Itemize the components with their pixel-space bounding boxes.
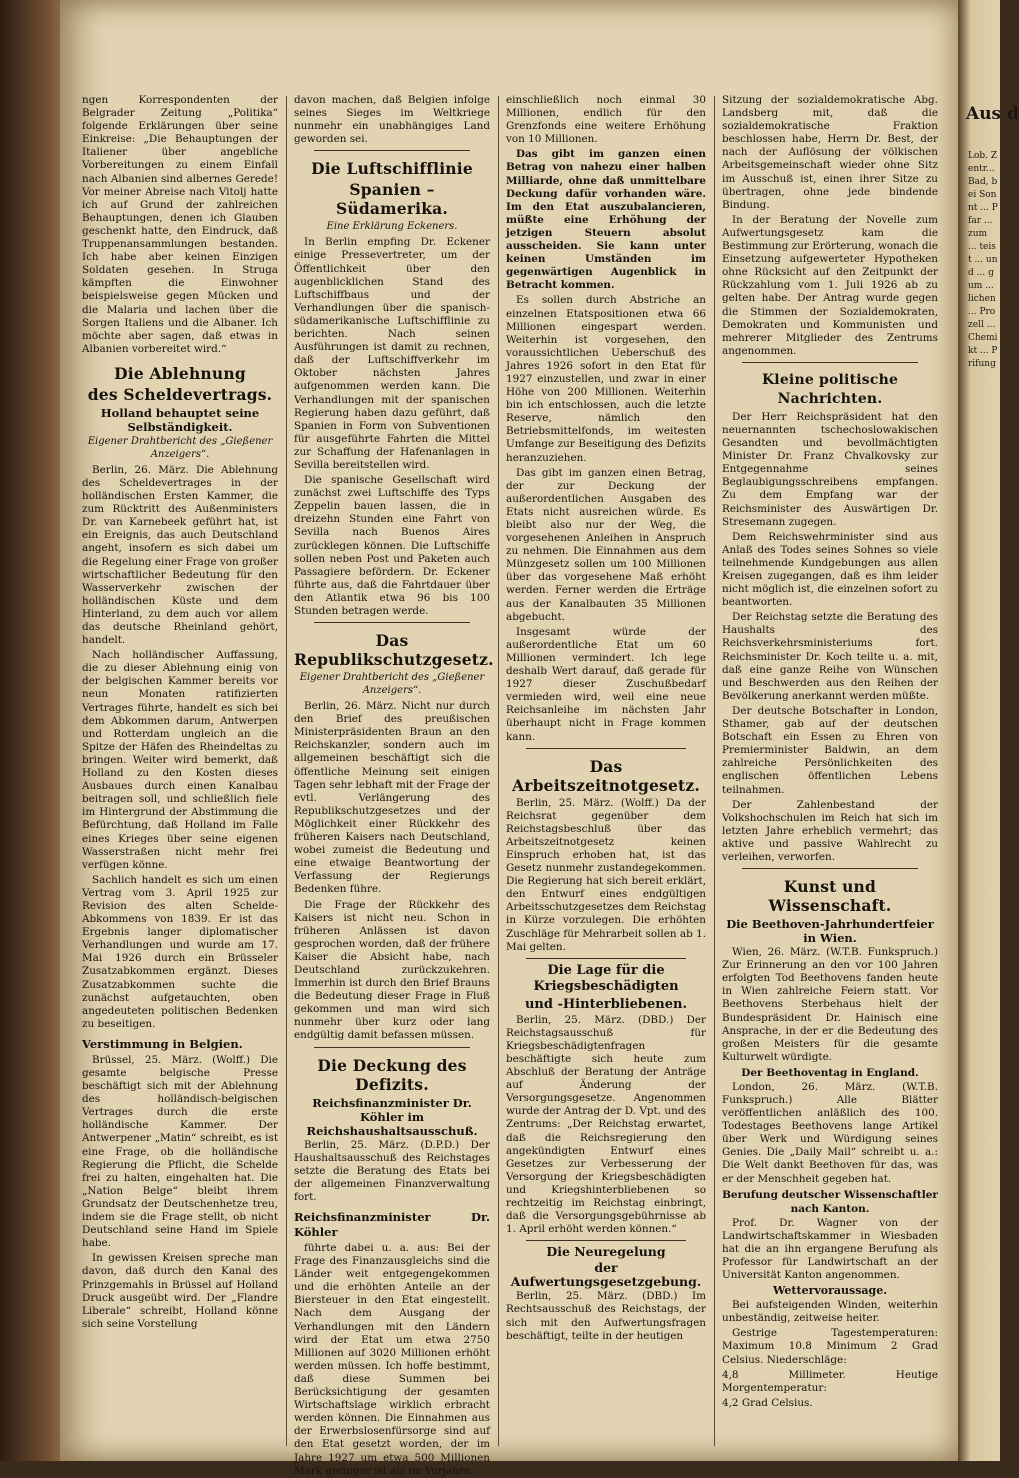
- article-text: In gewissen Kreisen spreche man davon, daß durch den Kanal des Prinzgemahls in Brüssel auf Holland Druck ausgeübt wird. Der „Flandre Liberale“ schreibt, Holland könne sich seine Vorstellung: [82, 1252, 278, 1330]
- article-text: Der Herr Reichspräsident hat den neuernannten tschechoslowakischen Gesandten und bevollmächtigten Minister Dr. Franz Chvalkovsky zur Entgegennahme seines Beglaubigungsschreibens empfangen. Zu dem Empfang war der Reichsminister des Auswärtigen Dr. Stresemann zugegen.: [722, 410, 938, 528]
- article-text-bold: Das gibt im ganzen einen Betrag von nahezu einer halben Milliarde, ohne daß unmittelbare Deckung dafür vorhanden wäre. Im den Etat auszubalancieren, müßte eine Erhöhung der jetzigen Steuern absolut ausscheiden. Sie kann unter keinen Umständen im gegenwärtigen Augenblick in Betracht kommen.: [506, 148, 706, 292]
- headline: der Aufwertungsgesetzgebung.: [510, 1260, 702, 1290]
- column-rule: [498, 96, 499, 1446]
- adjacent-page-heading: Aus d: [966, 104, 1019, 124]
- headline: Die Luftschifflinie: [311, 159, 473, 179]
- weather-line: 4,8 Millimeter. Heutige Morgentemperatur:: [722, 1368, 938, 1394]
- article-text: Die spanische Gesellschaft wird zunächst zwei Luftschiffe des Typs Zeppelin bauen lassen, die in dreizehn Stunden eine Fahrt von Sevilla nach Buenos Aires zurücklegen können. Die Luftschiffe sollen neben Post und Paketen auch Passagiere befördern. Dr. Eckener führte aus, daß die Fahrtdauer über den Atlantik etwa 96 bis 100 Stunden betragen werde.: [294, 474, 490, 617]
- column-rule: [714, 96, 715, 1446]
- article-text: einschließlich noch einmal 30 Millionen, endlich für den Grenzfonds eine weitere Erhöhung von 10 Millionen.: [506, 94, 706, 146]
- divider: [742, 868, 918, 869]
- article-text: Wien, 26. März. (W.T.B. Funkspruch.) Zur Erinnerung an den vor 100 Jahren erfolgten Tod Beethovens fanden heute in Wien zahlreiche Feiern statt. Vor Beethovens Sterbehaus hielt der Bundespräsident Dr. Hainisch eine Ansprache, in der er die Bedeutung des großen Meisters für die gesamte Kulturwelt würdigte.: [722, 946, 938, 1063]
- headline: Die Ablehnung: [114, 363, 246, 383]
- newspaper-page: [60, 0, 960, 1477]
- article-text: Die Frage der Rückkehr des Kaisers ist nicht neu. Schon in früheren Anlässen ist davon gesprochen worden, daß der frühere Kaiser die Absicht habe, nach Deutschland zurückzukehren. Immerhin ist durch den Brief Brauns die Bedeutung dieser Frage in Fluß gekommen und man wird sich nunmehr über kurz oder lang endgültig damit befassen müssen.: [294, 898, 490, 1042]
- column-3: [506, 94, 706, 1444]
- article-text: Das gibt im ganzen einen Betrag, der zur Deckung der außerordentlichen Ausgaben des Etats nicht ausreichen würde. Es bleibt also nur der Weg, die vorgesehenen Anleihen in Anspruch zu nehmen. Die Einnahmen aus dem Münzgesetz sollen um 100 Millionen über das vorgesehene Maß erhöht werden. Ferner werden die Erträge aus der Kanalbauten 35 Millionen abgebucht.: [506, 466, 706, 623]
- article-text: Berlin, 25. März. (Wolff.) Da der Reichsrat gegenüber dem Reichstagsbeschluß über das Arbeitszeitnotgesetz keinen Einspruch erhoben hat, ist das Gesetz nunmehr zustandegekommen. Die Regierung hat sich bereit erklärt, den Entwurf eines endgültigen Arbeitsschutzgesetzes dem Reichstag in Kürze vorzulegen. Die erhöhten Zuschläge für Mehrarbeit sollen ab 1. Mai gelten.: [506, 796, 706, 953]
- subheadline: Reichsfinanzminister Dr. Köhler im Reichshaushaltsausschuß.: [306, 1095, 478, 1138]
- article-text: Der Zahlenbestand der Volkshochschulen im Reich hat sich im letzten Jahre erheblich vermehrt; das aktive und passive Wahlrecht zu verleihen, verworfen.: [722, 798, 938, 863]
- headline: Kunst und Wissenschaft.: [768, 877, 892, 916]
- article-text: In der Beratung der Novelle zum Aufwertungsgesetz kam die Bestimmung zur Erörterung, wonach die Einsetzung aufgewerteter Hypotheken ohne Rücksicht auf den Zeitpunkt der Rückzahlung vom 1. Juli 1926 ab zu gelten habe. Der Antrag wurde gegen die Stimmen der Sozialdemokraten, Demokraten und Kommunisten und mehrerer Mitglieder des Zentrums angenommen.: [722, 213, 938, 357]
- book-binding: [0, 0, 62, 1461]
- headline: Die Neuregelung: [546, 1244, 666, 1260]
- divider: [314, 150, 470, 151]
- headline: Spanien – Südamerika.: [335, 180, 449, 219]
- column-1: [82, 94, 278, 1444]
- article-text: Bei aufsteigenden Winden, weiterhin unbeständig, zeitweise heiter.: [722, 1299, 938, 1325]
- subheadline: Berufung deutscher Wissenschaftler nach Kanton.: [722, 1188, 938, 1215]
- headline: des Scheldevertrags.: [87, 384, 273, 404]
- adjacent-page-edge: [958, 0, 1019, 1461]
- headline: Das Republikschutzgesetz.: [294, 631, 494, 670]
- subheadline: Wettervoraussage.: [772, 1284, 888, 1298]
- headline: Das Arbeitszeitnotgesetz.: [512, 756, 700, 795]
- divider: [526, 1240, 686, 1241]
- article-text: Der deutsche Botschafter in London, Sthamer, gab auf der deutschen Botschaft ein Essen zu Ehren von Premierminister Baldwin, an dem zahlreiche Persönlichkeiten des englischen öffentlichen Lebens teilnahmen.: [722, 704, 938, 796]
- article-text: London, 26. März. (W.T.B. Funkspruch.) Alle Blätter veröffentlichen anläßlich des 100. Todestages Beethovens lange Artikel über Werk und Würdigung seines Genies. Die „Daily Mail“ schreibt u. a.: Die Welt dankt Beethoven für das, was er der Menschheit gegeben hat.: [722, 1080, 938, 1185]
- divider: [314, 1047, 470, 1048]
- divider: [742, 362, 918, 363]
- section-heading: Verstimmung in Belgien.: [82, 1036, 243, 1051]
- column-2: [294, 94, 494, 1477]
- section-heading: Reichsfinanzminister Dr. Köhler: [294, 1210, 490, 1239]
- article-text: Dem Reichswehrminister sind aus Anlaß des Todes seines Sohnes so viele teilnehmende Kundgebungen aus allen Kreisen zugegangen, daß es ihm leider nicht möglich ist, die einzelnen sofort zu beantworten.: [722, 530, 938, 609]
- divider: [526, 958, 686, 959]
- article-text: Brüssel, 25. März. (Wolff.) Die gesamte belgische Presse beschäftigt sich mit der Ablehnung des holländisch-belgischen Vertrages durch die erste holländische Kammer. Der Antwerpener „Matin“ schreibt, es ist eine Frage, ob die holländische Regierung die Pflicht, die Schelde frei zu halten, eingehalten hat. Die „Nation Belge“ bleibt ihrem Grundsatz der Deutschenhetze treu, indem sie die Frage stellt, ob nicht Deutschland seine Hand im Spiele habe.: [82, 1053, 278, 1250]
- article-text: Insgesamt würde der außerordentliche Etat um 60 Millionen vermindert. Ich lege deshalb Wert darauf, daß gerade für 1927 dieser Zuschußbedarf vermieden wird, weil eine neue Reichsanleihe im nächsten Jahr überhaupt nicht in Frage kommen kann.: [506, 625, 706, 743]
- column-4: [722, 94, 938, 1444]
- article-text: Der Reichstag setzte die Beratung des Haushalts des Reichsverkehrsministeriums fort. Reichsminister Dr. Koch teilte u. a. mit, daß eine ganze Reihe von Wünschen und Beschwerden aus den Reihen der Bevölkerung anerkannt werden müßte.: [722, 611, 938, 702]
- article-text: ngen Korrespondenten der Belgrader Zeitung „Politika“ folgende Erklärungen über seine Einkreise: „Die Behauptungen der Italiener über angebliche Vorbereitungen zu einem Einfall nach Albanien sind albernes Gerede! Vor meiner Abreise nach Vitolj hatte ich auf Grund der zahlreichen Behauptungen, denen ich Glauben geschenkt hatte, den Eindruck, daß Truppenansammlungen bestanden. Ich habe aber keinen Einzigen Soldaten gesehen. In Struga kämpften die Einwohner beispielsweise gegen Mücken und die Malaria und lachen über die Sorgen Italiens und die Albaner. Ich möchte aber sagen, daß etwas in Albanien vorbereitet wird.“: [82, 94, 278, 355]
- article-text: Sitzung der sozialdemokratische Abg. Landsberg mit, daß die sozialdemokratische Fraktion beschlossen habe, Herrn Dr. Best, der nach der Auflösung der völkischen Arbeitsgemeinschaft wieder ohne Sitz im Ausschuß ist, einen ihrer Sitze zu übertragen, ohne jede bindende Bindung.: [722, 94, 938, 211]
- article-text: Berlin, 25. März. (DBD.) Im Rechtsausschuß des Reichstags, der sich mit den Aufwertungsfragen beschäftigt, teilte in der heutigen: [506, 1290, 706, 1342]
- headline: und -Hinterbliebenen.: [524, 996, 687, 1012]
- subheadline: Die Beethoven-Jahrhundertfeier in Wien.: [726, 917, 934, 946]
- dateline-note: Eigener Drahtbericht des „Gießener Anzeigers“.: [299, 672, 485, 697]
- subheadline: Eine Erklärung Eckeners.: [326, 221, 458, 233]
- dateline-note: Eigener Drahtbericht des „Gießener Anzeigers“.: [87, 435, 273, 460]
- article-text: Es sollen durch Abstriche an einzelnen Etatspositionen etwa 66 Millionen eingespart werden. Weiterhin ist vorgesehen, den voraussichtlichen Ueberschuß des Jahres 1926 sofort in den Etat für 1927 einzustellen, und zwar in einer Höhe von 200 Millionen. Weiterhin bin ich entschlossen, auch die letzte Reserve, nämlich den Betriebsmittelfonds, im weitesten Umfange zur Beseitigung des Defizits heranzuziehen.: [506, 294, 706, 464]
- article-text: Nach holländischer Auffassung, die zu dieser Ablehnung einig von der belgischen Kammer bereits vor neun Monaten ratifizierten Vertrages führte, handelt es sich bei dem Abkommen darum, Antwerpen und Rotterdam ungleich an die Spitze der Häfen des Rheindeltas zu bringen. Weiter wird bemerkt, daß Holland zu den Kosten dieses Ausbaues durch einen Kanalbau beitragen soll, und schließlich fiele im Hintergrund der Abstimmung die Befürchtung, daß Holland im Falle eines Krieges über seine eigenen Wasserstraßen nicht mehr frei verfügen könne.: [82, 649, 278, 871]
- headline: Die Lage für die Kriegsbeschädigten: [533, 962, 679, 994]
- weather-line: 4,2 Grad Celsius.: [722, 1396, 813, 1409]
- article-text: führte dabei u. a. aus: Bei der Frage des Finanzausgleichs sind die Länder weit entgegengekommen und die erhöhten Anteile an der Biersteuer in den Etat eingestellt. Nach dem Ausgang der Verhandlungen mit den Ländern wird der Etat um etwa 2750 Millionen auf 3020 Millionen erhöht werden müssen. Ich hoffe bestimmt, daß diese Summen bei Berücksichtigung der gesamten Wirtschaftslage wirklich erbracht werden können. Die Einnahmen aus der Erwerbslosenfürsorge sind auf den Etat gesetzt worden, der im Jahre 1927 um etwa 500 Millionen Mark geringer ist als im Vorjahre.: [294, 1242, 490, 1477]
- subheadline: Holland behauptet seine Selbständigkeit.: [100, 405, 260, 434]
- divider: [526, 748, 686, 749]
- article-text: Sachlich handelt es sich um einen Vertrag vom 3. April 1925 zur Revision des alten Schelde-Abkommens von 1839. Er ist das Ergebnis langer diplomatischer Verhandlungen und wurde am 17. Mai 1926 durch ein Brüsseler Zusatzabkommen ergänzt. Dieses Zusatzabkommen suchte die zunächst aufgetauchten, oben angedeuteten politischen Bedenken zu beseitigen.: [82, 873, 278, 1030]
- weather-line: Gestrige Tagestemperaturen: Maximum 10.8 Minimum 2 Grad Celsius. Niederschläge:: [722, 1327, 938, 1366]
- article-text: davon machen, daß Belgien infolge seines Sieges im Weltkriege nunmehr ein unabhängiges Land geworden sei.: [294, 94, 490, 146]
- headline: Kleine politische Nachrichten.: [761, 371, 899, 407]
- article-text: Berlin, 26. März. Die Ablehnung des Scheldevertrages in der holländischen Ersten Kammer, die zum Rücktritt des Außenministers Dr. van Karnebeek geführt hat, ist ein Ereignis, das auch Deutschland angeht, insofern es sich dabei um die Regelung einer Frage von großer wirtschaftlicher Bedeutung für den Wasserverkehr zwischen der holländischen Küste und dem Hinterland, zu dem auch vor allem das deutsche Rheinland gehört, handelt.: [82, 463, 278, 647]
- subheadline: Der Beethoventag in England.: [741, 1066, 919, 1079]
- headline: Die Deckung des Defizits.: [317, 1055, 467, 1094]
- column-rule: [286, 96, 287, 1446]
- article-text: Berlin, 25. März. (DBD.) Der Reichstagsausschuß für Kriegsbeschädigtenfragen beschäftigte sich heute zum Abschluß der Beratung der Anträge auf Änderung der Versorgungsgesetze. Angenommen wurde der Antrag der D. Vpt. und des Zentrums: „Der Reichstag erwartet, daß die Reichsregierung den angekündigten Entwurf eines Gesetzes zur Verbesserung der Versorgung der Kriegsbeschädigten und Kriegshinterbliebenen so rechtzeitig im Reichstag einbringt, daß die Versorgungsgebührnisse ab 1. April erhöht werden können.“: [506, 1013, 706, 1236]
- article-text: Berlin, 25. März. (D.P.D.) Der Haushaltsausschuß des Reichstages setzte die Beratung des Etats bei der allgemeinen Finanzverwaltung fort.: [294, 1138, 490, 1203]
- article-text: Prof. Dr. Wagner von der Landwirtschaftskammer in Wiesbaden hat die an ihn ergangene Berufung als Professor für Landwirtschaft an der Universität Kanton angenommen.: [722, 1216, 938, 1282]
- divider: [314, 622, 470, 623]
- article-text: In Berlin empfing Dr. Eckener einige Pressevertreter, um der Öffentlichkeit über den augenblicklichen Stand des Luftschiffbaus und der Verhandlungen über die spanisch-südamerikanische Luftschifflinie zu berichten. Nach seinen Ausführungen ist damit zu rechnen, daß der Luftschiffverkehr im Oktober nächsten Jahres aufgenommen werden kann. Die Verhandlungen mit der spanischen Regierung haben dazu geführt, daß Spanien in Form von Subventionen für ausgeführte Fahrten die Mittel zur Schaffung der Hafenanlagen in Sevilla bereitstellen wird.: [294, 236, 490, 471]
- article-text: Berlin, 26. März. Nicht nur durch den Brief des preußischen Ministerpräsidenten Braun an den Reichskanzler, sondern auch im allgemeinen beschäftigt sich die öffentliche Meinung seit einigen Tagen sehr lebhaft mit der Frage der evtl. Verlängerung des Republikschutzgesetzes und der Möglichkeit einer Rückkehr des früheren Kaisers nach Deutschland, wobei zumeist die Bedeutung und eine etwaige Beantwortung der Verfassung der Regierungs Bedenken führe.: [294, 700, 490, 896]
- adjacent-page-text: Lob. Zentr... Bad, bei Sonnt ... Pfar ... zum ... teist ... und ... gum ... lichen ... Prozell ... Chemikt ... Prifung: [968, 151, 998, 369]
